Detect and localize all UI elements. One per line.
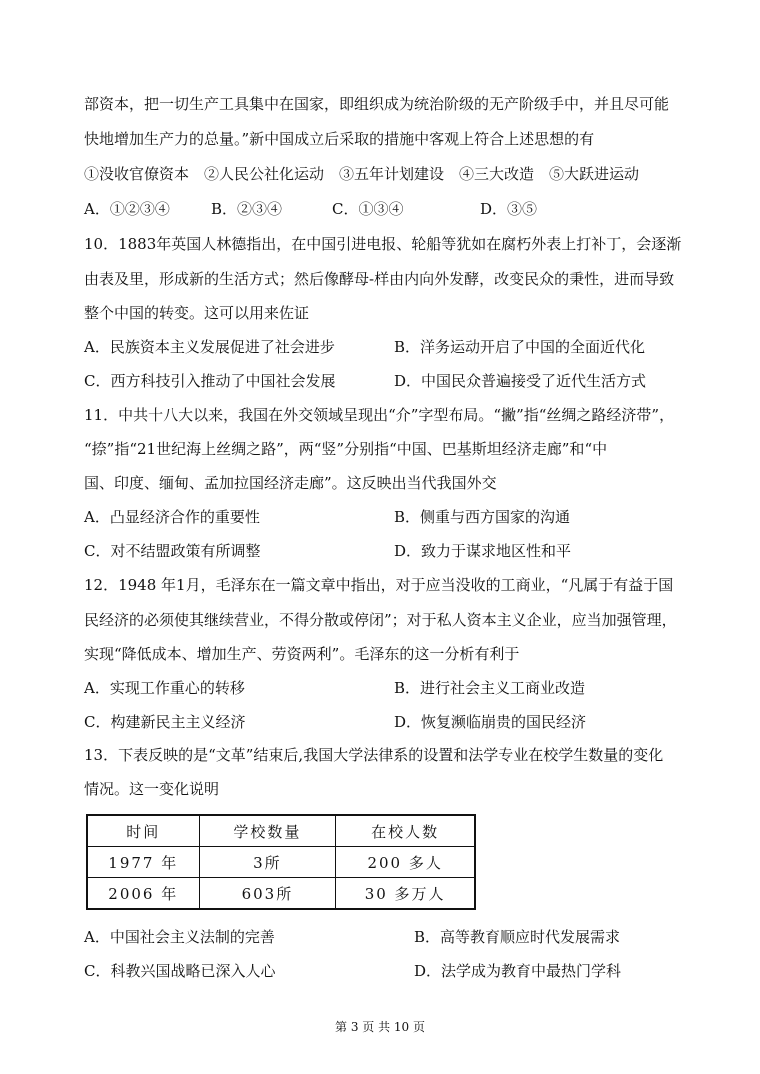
table-cell: 30 多万人 (336, 878, 475, 910)
q11-option-b: B．侧重与西方国家的沟通 (394, 508, 571, 526)
q10-line-3: 整个中国的转变。这可以用来佐证 (84, 304, 310, 322)
q10-option-b: B．洋务运动开启了中国的全面近代化 (394, 338, 646, 356)
q11-line-3: 国、印度、缅甸、孟加拉国经济走廊”。这反映出当代我国外交 (84, 474, 497, 492)
q11-option-c: C．对不结盟政策有所调整 (84, 542, 261, 560)
q12-line-1: 12．1948 年1月，毛泽东在一篇文章中指出，对于应当没收的工商业，“凡属于有益于国 (84, 576, 674, 594)
table-header-cell: 在校人数 (336, 815, 475, 847)
q12-option-d: D．恢复濒临崩贵的国民经济 (394, 713, 587, 731)
table-row (87, 847, 475, 878)
q12-option-b: B．进行社会主义工商业改造 (394, 679, 586, 697)
q10-line-1: 10．1883年英国人林德指出，在中国引进电报、轮船等犹如在腐朽外表上打补丁，会逐渐 (84, 235, 682, 253)
q9-option-d: D．③⑤ (480, 200, 538, 218)
q13-line-2: 情况。这一变化说明 (84, 780, 220, 798)
table-header-cell: 学校数量 (199, 815, 336, 847)
table-header-cell: 时间 (87, 815, 199, 847)
table-row (87, 878, 475, 910)
q9-option-a: A．①②③④ (84, 200, 170, 218)
q13-option-a: A．中国社会主义法制的完善 (84, 928, 275, 946)
q12-line-3: 实现“降低成本、增加生产、劳资两利”。毛泽东的这一分析有利于 (84, 645, 520, 663)
q9-line-2: 快地增加生产力的总量。”新中国成立后采取的措施中客观上符合上述思想的有 (84, 130, 595, 148)
q13-option-c: C．科教兴国战略已深入人心 (84, 962, 276, 980)
q11-line-1: 11．中共十八大以来，我国在外交领域呈现出“介”字型布局。“撇”指“丝绸之路经济带”， (84, 406, 675, 424)
q13-option-b: B．高等教育顺应时代发展需求 (414, 928, 621, 946)
q10-option-c: C．西方科技引入推动了中国社会发展 (84, 372, 336, 390)
q13-option-d: D．法学成为教育中最热门学科 (414, 962, 622, 980)
table-cell: 2006 年 (87, 878, 199, 910)
q9-option-c: C．①③④ (332, 200, 404, 218)
table-cell: 3所 (199, 847, 336, 878)
page-footer: 第 3 页 共 10 页 (335, 1020, 425, 1034)
q12-option-a: A．实现工作重心的转移 (84, 679, 245, 697)
q10-option-a: A．民族资本主义发展促进了社会进步 (84, 338, 335, 356)
table-cell: 1977 年 (87, 847, 199, 878)
q9-line-1: 部资本，把一切生产工具集中在国家，即组织成为统治阶级的无产阶级手中，并且尽可能 (84, 95, 670, 113)
q9-items: ①没收官僚资本 ②人民公社化运动 ③五年计划建设 ④三大改造 ⑤大跃进运动 (84, 165, 640, 183)
q11-line-2: “捺”指“21世纪海上丝绸之路”，两“竖”分别指“中国、巴基斯坦经济走廊”和“中 (84, 440, 608, 458)
q13-line-1: 13．下表反映的是“文革”结束后,我国大学法律系的设置和法学专业在校学生数量的变化 (84, 746, 664, 764)
q10-line-2: 由表及里，形成新的生活方式；然后像酵母-样由内向外发酵，改变民众的秉性，进而导致 (84, 270, 675, 288)
table-cell: 200 多人 (336, 847, 475, 878)
q12-line-2: 民经济的必须使其继续营业，不得分散或停闭”；对于私人资本主义企业，应当加强管理， (84, 611, 677, 629)
q9-option-b: B．②③④ (211, 200, 283, 218)
q11-option-a: A．凸显经济合作的重要性 (84, 508, 260, 526)
data-table (86, 814, 476, 910)
q11-option-d: D．致力于谋求地区性和平 (394, 542, 572, 560)
q10-option-d: D．中国民众普遍接受了近代生活方式 (394, 372, 647, 390)
table-header-row (87, 815, 475, 847)
table-cell: 603所 (199, 878, 336, 910)
q12-option-c: C．构建新民主主义经济 (84, 713, 246, 731)
